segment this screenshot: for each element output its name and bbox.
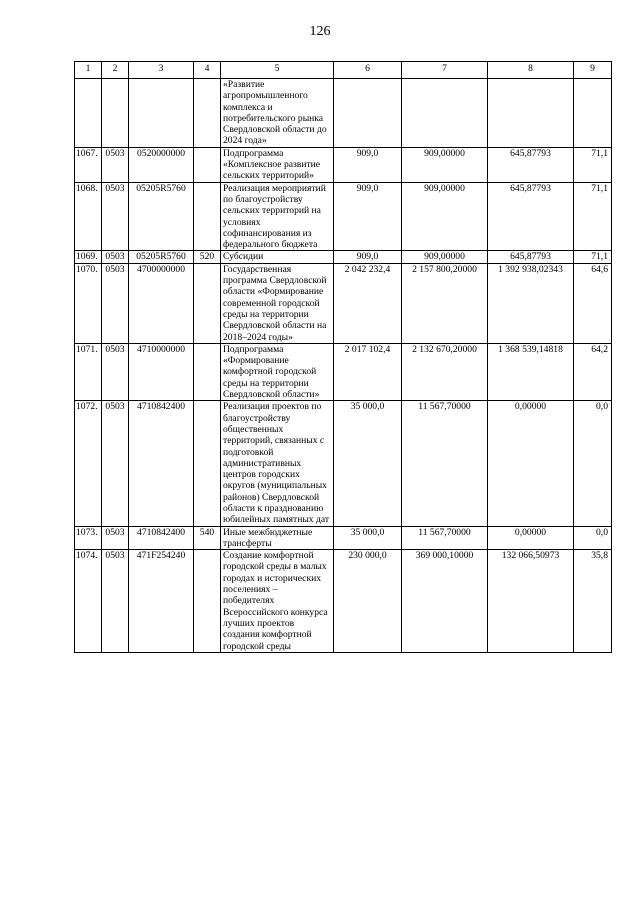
item-name-cell: Иные межбюджетные трансферты — [221, 526, 334, 550]
row-number-cell — [75, 79, 102, 148]
header-cell: 4 — [194, 62, 221, 79]
amount-executed-cell: 1 368 539,14818 — [488, 343, 574, 400]
target-article-cell: 05205R5760 — [129, 251, 194, 263]
header-cell: 8 — [488, 62, 574, 79]
expense-type-cell — [194, 263, 221, 343]
expense-type-cell — [194, 147, 221, 182]
section-code-cell: 0503 — [102, 251, 129, 263]
section-code-cell — [102, 79, 129, 148]
amount-revised-cell: 11 567,70000 — [402, 401, 488, 526]
header-cell: 3 — [129, 62, 194, 79]
budget-table — [74, 61, 612, 653]
row-number-cell: 1071. — [75, 343, 102, 400]
amount-approved-cell: 230 000,0 — [334, 550, 402, 653]
percent-executed-cell: 71,1 — [574, 147, 612, 182]
row-number-cell: 1072. — [75, 401, 102, 526]
header-cell: 2 — [102, 62, 129, 79]
table-row — [75, 182, 612, 251]
amount-revised-cell: 909,00000 — [402, 251, 488, 263]
section-code-cell: 0503 — [102, 401, 129, 526]
percent-executed-cell: 0,0 — [574, 526, 612, 550]
section-code-cell: 0503 — [102, 147, 129, 182]
amount-executed-cell: 0,00000 — [488, 526, 574, 550]
amount-approved-cell — [334, 79, 402, 148]
row-number-cell: 1068. — [75, 182, 102, 251]
amount-revised-cell: 909,00000 — [402, 147, 488, 182]
header-cell: 6 — [334, 62, 402, 79]
amount-revised-cell: 2 157 800,20000 — [402, 263, 488, 343]
item-name-cell: Подпрограмма «Комплексное развитие сельских территорий» — [221, 147, 334, 182]
item-name-cell: Субсидии — [221, 251, 334, 263]
table-row — [75, 147, 612, 182]
amount-revised-cell — [402, 79, 488, 148]
expense-type-cell: 540 — [194, 526, 221, 550]
table-row — [75, 251, 612, 263]
percent-executed-cell: 35,8 — [574, 550, 612, 653]
item-name-cell: Государственная программа Свердловской области «Формирование современной городской среды на территории Свердловской области на 2018–2024 годы» — [221, 263, 334, 343]
amount-approved-cell: 909,0 — [334, 182, 402, 251]
amount-approved-cell: 35 000,0 — [334, 401, 402, 526]
target-article-cell: 471F254240 — [129, 550, 194, 653]
table-row — [75, 526, 612, 550]
percent-executed-cell: 71,1 — [574, 182, 612, 251]
amount-approved-cell: 35 000,0 — [334, 526, 402, 550]
table-row — [75, 401, 612, 526]
table-row — [75, 263, 612, 343]
row-number-cell: 1074. — [75, 550, 102, 653]
amount-revised-cell: 11 567,70000 — [402, 526, 488, 550]
item-name-cell: «Развитие агропромышленного комплекса и потребительского рынка Свердловской области до 2024 года» — [221, 79, 334, 148]
amount-approved-cell: 2 017 102,4 — [334, 343, 402, 400]
expense-type-cell — [194, 182, 221, 251]
header-cell: 1 — [75, 62, 102, 79]
amount-approved-cell: 909,0 — [334, 251, 402, 263]
table-row — [75, 343, 612, 400]
table-row — [75, 550, 612, 653]
page-number: 126 — [309, 24, 331, 39]
amount-revised-cell: 369 000,10000 — [402, 550, 488, 653]
table-header-row — [75, 62, 612, 79]
percent-executed-cell: 64,6 — [574, 263, 612, 343]
amount-executed-cell: 1 392 938,02343 — [488, 263, 574, 343]
amount-executed-cell: 132 066,50973 — [488, 550, 574, 653]
section-code-cell: 0503 — [102, 526, 129, 550]
target-article-cell — [129, 79, 194, 148]
amount-revised-cell: 2 132 670,20000 — [402, 343, 488, 400]
percent-executed-cell: 0,0 — [574, 401, 612, 526]
target-article-cell: 0520000000 — [129, 147, 194, 182]
percent-executed-cell — [574, 79, 612, 148]
target-article-cell: 05205R5760 — [129, 182, 194, 251]
header-cell: 7 — [402, 62, 488, 79]
row-number-cell: 1073. — [75, 526, 102, 550]
expense-type-cell — [194, 79, 221, 148]
item-name-cell: Реализация проектов по благоустройству общественных территорий, связанных с подготовкой административных центров городских округов (муниципальных районов) Свердловской области к празднованию юбилейных памятных дат — [221, 401, 334, 526]
expense-type-cell — [194, 343, 221, 400]
percent-executed-cell: 71,1 — [574, 251, 612, 263]
amount-executed-cell: 645,87793 — [488, 147, 574, 182]
expense-type-cell — [194, 401, 221, 526]
amount-executed-cell: 645,87793 — [488, 182, 574, 251]
item-name-cell: Подпрограмма «Формирование комфортной городской среды на территории Свердловской области» — [221, 343, 334, 400]
section-code-cell: 0503 — [102, 550, 129, 653]
amount-executed-cell — [488, 79, 574, 148]
expense-type-cell — [194, 550, 221, 653]
row-number-cell: 1067. — [75, 147, 102, 182]
item-name-cell: Создание комфортной городской среды в малых городах и исторических поселениях – победителях Всероссийского конкурса лучших проектов создания комфортной городской среды — [221, 550, 334, 653]
section-code-cell: 0503 — [102, 263, 129, 343]
section-code-cell: 0503 — [102, 343, 129, 400]
amount-approved-cell: 909,0 — [334, 147, 402, 182]
amount-approved-cell: 2 042 232,4 — [334, 263, 402, 343]
expense-type-cell: 520 — [194, 251, 221, 263]
amount-executed-cell: 645,87793 — [488, 251, 574, 263]
target-article-cell: 4710000000 — [129, 343, 194, 400]
target-article-cell: 4700000000 — [129, 263, 194, 343]
table-row — [75, 79, 612, 148]
amount-revised-cell: 909,00000 — [402, 182, 488, 251]
target-article-cell: 4710842400 — [129, 401, 194, 526]
percent-executed-cell: 64,2 — [574, 343, 612, 400]
amount-executed-cell: 0,00000 — [488, 401, 574, 526]
row-number-cell: 1070. — [75, 263, 102, 343]
header-cell: 5 — [221, 62, 334, 79]
section-code-cell: 0503 — [102, 182, 129, 251]
header-cell: 9 — [574, 62, 612, 79]
item-name-cell: Реализация мероприятий по благоустройству сельских территорий на условиях софинансирования из федерального бюджета — [221, 182, 334, 251]
target-article-cell: 4710842400 — [129, 526, 194, 550]
row-number-cell: 1069. — [75, 251, 102, 263]
